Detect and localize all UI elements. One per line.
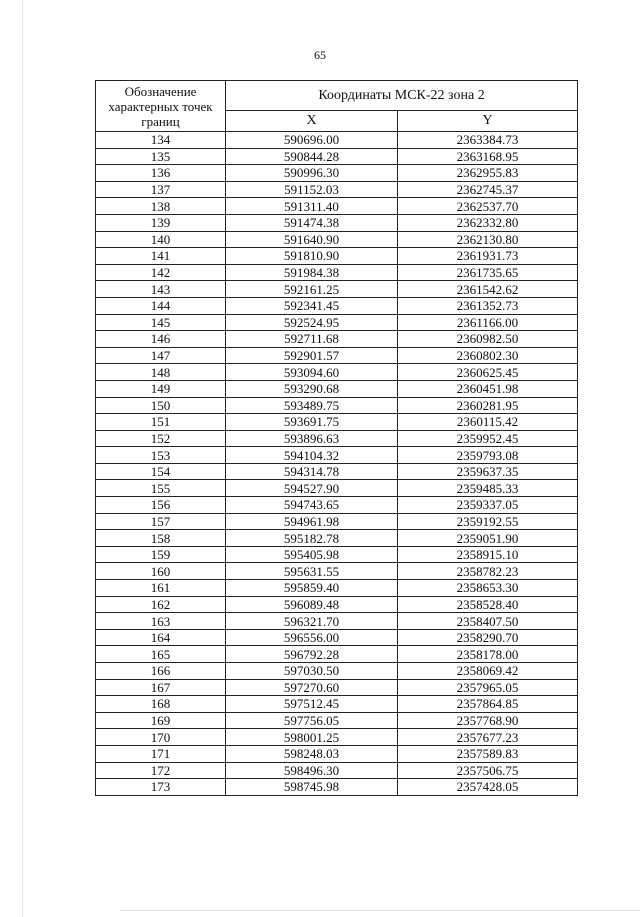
y-coordinate-cell: 2360802.30: [398, 347, 578, 364]
y-coordinate-cell: 2359637.35: [398, 463, 578, 480]
y-coordinate-cell: 2357589.83: [398, 745, 578, 762]
x-coordinate-cell: 592524.95: [226, 314, 398, 331]
x-coordinate-cell: 596792.28: [226, 646, 398, 663]
table-row: [96, 596, 578, 613]
y-coordinate-cell: 2357677.23: [398, 729, 578, 746]
point-cell: 146: [96, 331, 226, 348]
point-cell: 167: [96, 679, 226, 696]
point-cell: 169: [96, 712, 226, 729]
y-coordinate-cell: 2361931.73: [398, 248, 578, 265]
header-row-top: [96, 81, 578, 111]
point-cell: 162: [96, 596, 226, 613]
x-coordinate-cell: 594527.90: [226, 480, 398, 497]
table-row: [96, 281, 578, 298]
y-coordinate-cell: 2358653.30: [398, 580, 578, 597]
point-cell: 140: [96, 231, 226, 248]
y-coordinate-cell: 2361735.65: [398, 264, 578, 281]
table-row: [96, 729, 578, 746]
point-cell: 173: [96, 779, 226, 796]
y-coordinate-cell: 2361542.62: [398, 281, 578, 298]
x-coordinate-cell: 593489.75: [226, 397, 398, 414]
y-coordinate-cell: 2358178.00: [398, 646, 578, 663]
x-coordinate-cell: 597512.45: [226, 696, 398, 713]
x-coordinate-cell: 593896.63: [226, 430, 398, 447]
y-coordinate-cell: 2359337.05: [398, 497, 578, 514]
x-coordinate-cell: 597270.60: [226, 679, 398, 696]
y-coordinate-cell: 2359051.90: [398, 530, 578, 547]
point-cell: 168: [96, 696, 226, 713]
table-row: [96, 712, 578, 729]
table-row: [96, 530, 578, 547]
y-coordinate-cell: 2357768.90: [398, 712, 578, 729]
point-cell: 136: [96, 165, 226, 182]
table-row: [96, 580, 578, 597]
x-coordinate-cell: 596321.70: [226, 613, 398, 630]
table-row: [96, 132, 578, 149]
y-coordinate-cell: 2359192.55: [398, 513, 578, 530]
table-row: [96, 148, 578, 165]
point-cell: 148: [96, 364, 226, 381]
y-coordinate-cell: 2357864.85: [398, 696, 578, 713]
table-header: [96, 81, 578, 132]
table-row: [96, 779, 578, 796]
point-cell: 172: [96, 762, 226, 779]
y-coordinate-cell: 2360625.45: [398, 364, 578, 381]
table-row: [96, 248, 578, 265]
points-column-header: Обозначение характерных точек границ: [96, 81, 226, 132]
point-cell: 134: [96, 132, 226, 149]
table-row: [96, 663, 578, 680]
point-cell: 137: [96, 181, 226, 198]
x-coordinate-cell: 597756.05: [226, 712, 398, 729]
point-cell: 145: [96, 314, 226, 331]
y-coordinate-cell: 2359793.08: [398, 447, 578, 464]
x-coordinate-cell: 594961.98: [226, 513, 398, 530]
scan-edge-line: [22, 0, 23, 917]
y-coordinate-cell: 2358782.23: [398, 563, 578, 580]
point-cell: 171: [96, 745, 226, 762]
table-row: [96, 745, 578, 762]
x-coordinate-cell: 593290.68: [226, 380, 398, 397]
point-cell: 159: [96, 546, 226, 563]
table-row: [96, 463, 578, 480]
point-cell: 142: [96, 264, 226, 281]
table-row: [96, 629, 578, 646]
x-coordinate-cell: 591810.90: [226, 248, 398, 265]
coordinates-table: [95, 80, 578, 796]
y-coordinate-cell: 2360281.95: [398, 397, 578, 414]
table-row: [96, 214, 578, 231]
table-row: [96, 331, 578, 348]
x-coordinate-cell: 598248.03: [226, 745, 398, 762]
table-row: [96, 563, 578, 580]
y-coordinate-cell: 2357965.05: [398, 679, 578, 696]
y-coordinate-cell: 2358069.42: [398, 663, 578, 680]
point-cell: 144: [96, 297, 226, 314]
point-cell: 160: [96, 563, 226, 580]
x-coordinate-cell: 594104.32: [226, 447, 398, 464]
point-cell: 165: [96, 646, 226, 663]
table-row: [96, 297, 578, 314]
x-coordinate-cell: 595859.40: [226, 580, 398, 597]
table-row: [96, 314, 578, 331]
table-row: [96, 165, 578, 182]
x-coordinate-cell: 592901.57: [226, 347, 398, 364]
y-coordinate-cell: 2362955.83: [398, 165, 578, 182]
y-coordinate-cell: 2358407.50: [398, 613, 578, 630]
point-cell: 147: [96, 347, 226, 364]
table-body: [96, 132, 578, 796]
x-coordinate-cell: 594743.65: [226, 497, 398, 514]
page-number: 65: [314, 48, 326, 62]
x-coordinate-cell: 591984.38: [226, 264, 398, 281]
table-row: [96, 347, 578, 364]
point-cell: 161: [96, 580, 226, 597]
x-coordinate-cell: 592161.25: [226, 281, 398, 298]
y-coordinate-cell: 2357428.05: [398, 779, 578, 796]
point-cell: 158: [96, 530, 226, 547]
table-row: [96, 613, 578, 630]
table-row: [96, 364, 578, 381]
point-cell: 138: [96, 198, 226, 215]
x-coordinate-cell: 592711.68: [226, 331, 398, 348]
point-cell: 163: [96, 613, 226, 630]
point-cell: 153: [96, 447, 226, 464]
y-coordinate-cell: 2362130.80: [398, 231, 578, 248]
table-row: [96, 397, 578, 414]
x-coordinate-cell: 591311.40: [226, 198, 398, 215]
point-cell: 166: [96, 663, 226, 680]
table-row: [96, 513, 578, 530]
table-row: [96, 181, 578, 198]
x-coordinate-cell: 590996.30: [226, 165, 398, 182]
x-coordinate-cell: 598496.30: [226, 762, 398, 779]
point-cell: 135: [96, 148, 226, 165]
table-row: [96, 430, 578, 447]
y-coordinate-cell: 2363384.73: [398, 132, 578, 149]
point-cell: 154: [96, 463, 226, 480]
table-row: [96, 380, 578, 397]
y-coordinate-cell: 2357506.75: [398, 762, 578, 779]
point-cell: 155: [96, 480, 226, 497]
table-row: [96, 497, 578, 514]
point-cell: 151: [96, 414, 226, 431]
point-cell: 139: [96, 214, 226, 231]
table-row: [96, 447, 578, 464]
y-coordinate-cell: 2360451.98: [398, 380, 578, 397]
y-coordinate-cell: 2358528.40: [398, 596, 578, 613]
coordinates-group-header: Координаты МСК-22 зона 2: [226, 81, 578, 111]
y-coordinate-cell: 2362537.70: [398, 198, 578, 215]
x-coordinate-cell: 595405.98: [226, 546, 398, 563]
point-cell: 152: [96, 430, 226, 447]
x-coordinate-cell: 592341.45: [226, 297, 398, 314]
point-cell: 143: [96, 281, 226, 298]
y-coordinate-cell: 2361166.00: [398, 314, 578, 331]
table-row: [96, 264, 578, 281]
point-cell: 170: [96, 729, 226, 746]
table-row: [96, 198, 578, 215]
y-coordinate-cell: 2360982.50: [398, 331, 578, 348]
x-coordinate-cell: 596556.00: [226, 629, 398, 646]
scan-bottom-line: [120, 910, 640, 911]
y-coordinate-cell: 2363168.95: [398, 148, 578, 165]
table-row: [96, 696, 578, 713]
x-coordinate-cell: 595182.78: [226, 530, 398, 547]
x-coordinate-cell: 593691.75: [226, 414, 398, 431]
y-coordinate-cell: 2362745.37: [398, 181, 578, 198]
x-coordinate-cell: 591640.90: [226, 231, 398, 248]
x-coordinate-cell: 594314.78: [226, 463, 398, 480]
x-coordinate-cell: 596089.48: [226, 596, 398, 613]
x-column-header: X: [226, 111, 398, 132]
table-row: [96, 679, 578, 696]
table-row: [96, 546, 578, 563]
table-row: [96, 231, 578, 248]
table-row: [96, 646, 578, 663]
x-coordinate-cell: 598001.25: [226, 729, 398, 746]
y-coordinate-cell: 2358915.10: [398, 546, 578, 563]
point-cell: 141: [96, 248, 226, 265]
x-coordinate-cell: 590696.00: [226, 132, 398, 149]
x-coordinate-cell: 590844.28: [226, 148, 398, 165]
table-row: [96, 414, 578, 431]
x-coordinate-cell: 591474.38: [226, 214, 398, 231]
point-cell: 157: [96, 513, 226, 530]
point-cell: 164: [96, 629, 226, 646]
y-coordinate-cell: 2361352.73: [398, 297, 578, 314]
x-coordinate-cell: 598745.98: [226, 779, 398, 796]
y-coordinate-cell: 2358290.70: [398, 629, 578, 646]
y-column-header: Y: [398, 111, 578, 132]
x-coordinate-cell: 591152.03: [226, 181, 398, 198]
point-cell: 150: [96, 397, 226, 414]
y-coordinate-cell: 2360115.42: [398, 414, 578, 431]
y-coordinate-cell: 2362332.80: [398, 214, 578, 231]
y-coordinate-cell: 2359952.45: [398, 430, 578, 447]
y-coordinate-cell: 2359485.33: [398, 480, 578, 497]
x-coordinate-cell: 595631.55: [226, 563, 398, 580]
x-coordinate-cell: 593094.60: [226, 364, 398, 381]
point-cell: 149: [96, 380, 226, 397]
table-row: [96, 762, 578, 779]
x-coordinate-cell: 597030.50: [226, 663, 398, 680]
table-row: [96, 480, 578, 497]
point-cell: 156: [96, 497, 226, 514]
